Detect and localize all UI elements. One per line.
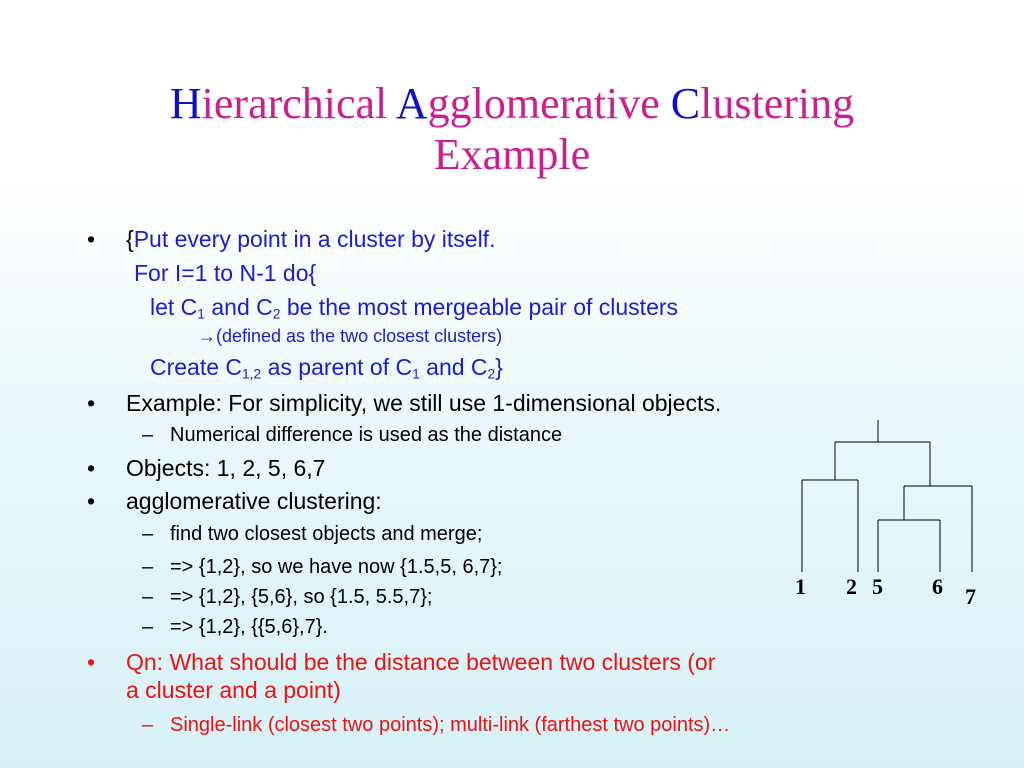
bullet-marker: • bbox=[87, 455, 96, 481]
algo-line-5 bbox=[150, 354, 503, 381]
title-initial-a: A bbox=[395, 79, 428, 128]
dash-marker: – bbox=[142, 586, 154, 608]
title-initial-c: C bbox=[670, 79, 701, 128]
dash-marker: – bbox=[142, 616, 154, 638]
agglo-text: agglomerative clustering: bbox=[126, 488, 382, 514]
algo-line-1 bbox=[126, 226, 495, 253]
agglo-step-4: => {1,2}, {{5,6},7}. bbox=[170, 616, 328, 638]
algo-line-5-part-d: } bbox=[495, 354, 503, 380]
algo-line-5-sub-1: 1,2 bbox=[242, 366, 262, 382]
algo-line-3-part-b: and C bbox=[204, 294, 273, 320]
agglo-step-2: => {1,2}, so we have now {1.5,5, 6,7}; bbox=[170, 556, 503, 578]
dendro-label-6: 6 bbox=[932, 574, 943, 599]
dash-marker: – bbox=[142, 424, 154, 446]
algo-line-5-part-b: as parent of C bbox=[261, 354, 413, 380]
bullet-marker: • bbox=[87, 488, 96, 514]
bullet-marker: • bbox=[87, 649, 96, 675]
agglo-step-3: => {1,2}, {5,6}, so {1.5, 5.5,7}; bbox=[170, 586, 433, 608]
algo-line-3-sub-1: 1 bbox=[197, 306, 205, 322]
algo-line-3 bbox=[150, 294, 678, 321]
question-sub: Single-link (closest two points); multi-link (farthest two points)… bbox=[170, 714, 731, 736]
title-initial-h: H bbox=[169, 79, 202, 128]
slide-title bbox=[0, 78, 1024, 180]
algo-line-3-part-a: let C bbox=[150, 294, 198, 320]
algo-line-5-part-a: Create C bbox=[150, 354, 243, 380]
example-sub: Numerical difference is used as the distance bbox=[170, 424, 563, 446]
algo-line-3-part-c: be the most mergeable pair of clusters bbox=[280, 294, 679, 320]
example-text: Example: For simplicity, we still use 1-dimensional objects. bbox=[126, 390, 722, 416]
right-arrow-icon: → bbox=[198, 326, 216, 346]
bullet-marker: • bbox=[87, 226, 96, 252]
dash-marker: – bbox=[142, 523, 154, 545]
title-line-2: Example bbox=[433, 130, 591, 179]
title-word-agglomerative: gglomerative bbox=[427, 79, 671, 128]
algo-line-4-text: (defined as the two closest clusters) bbox=[216, 326, 503, 346]
algo-line-5-sub-3: 2 bbox=[487, 366, 496, 382]
title-word-clustering: lustering bbox=[700, 79, 855, 128]
algo-open-brace: { bbox=[126, 226, 134, 252]
title-word-hierarchical: ierarchical bbox=[201, 79, 396, 128]
title-line-1 bbox=[0, 78, 1024, 129]
dash-marker: – bbox=[142, 714, 154, 736]
bullet-marker: • bbox=[87, 390, 96, 416]
agglo-step-1: find two closest objects and merge; bbox=[170, 523, 483, 545]
dendro-label-5: 5 bbox=[872, 574, 883, 599]
algo-line-2: For I=1 to N-1 do{ bbox=[134, 260, 317, 286]
algo-line-3-sub-2: 2 bbox=[272, 306, 281, 322]
dendro-label-7: 7 bbox=[965, 584, 976, 609]
objects-text: Objects: 1, 2, 5, 6,7 bbox=[126, 455, 326, 481]
dendro-label-2: 2 bbox=[846, 574, 857, 599]
dendrogram bbox=[790, 412, 990, 572]
question-line-2: a cluster and a point) bbox=[126, 677, 341, 703]
algo-line-5-sub-2: 1 bbox=[412, 366, 420, 382]
dash-marker: – bbox=[142, 556, 154, 578]
algo-line-4 bbox=[198, 326, 502, 347]
algo-line-5-part-c: and C bbox=[419, 354, 488, 380]
dendro-label-1: 1 bbox=[795, 574, 806, 599]
algo-line-1-text: Put every point in a cluster by itself. bbox=[133, 226, 496, 252]
question-line-1: Qn: What should be the distance between two clusters (or bbox=[126, 649, 716, 675]
